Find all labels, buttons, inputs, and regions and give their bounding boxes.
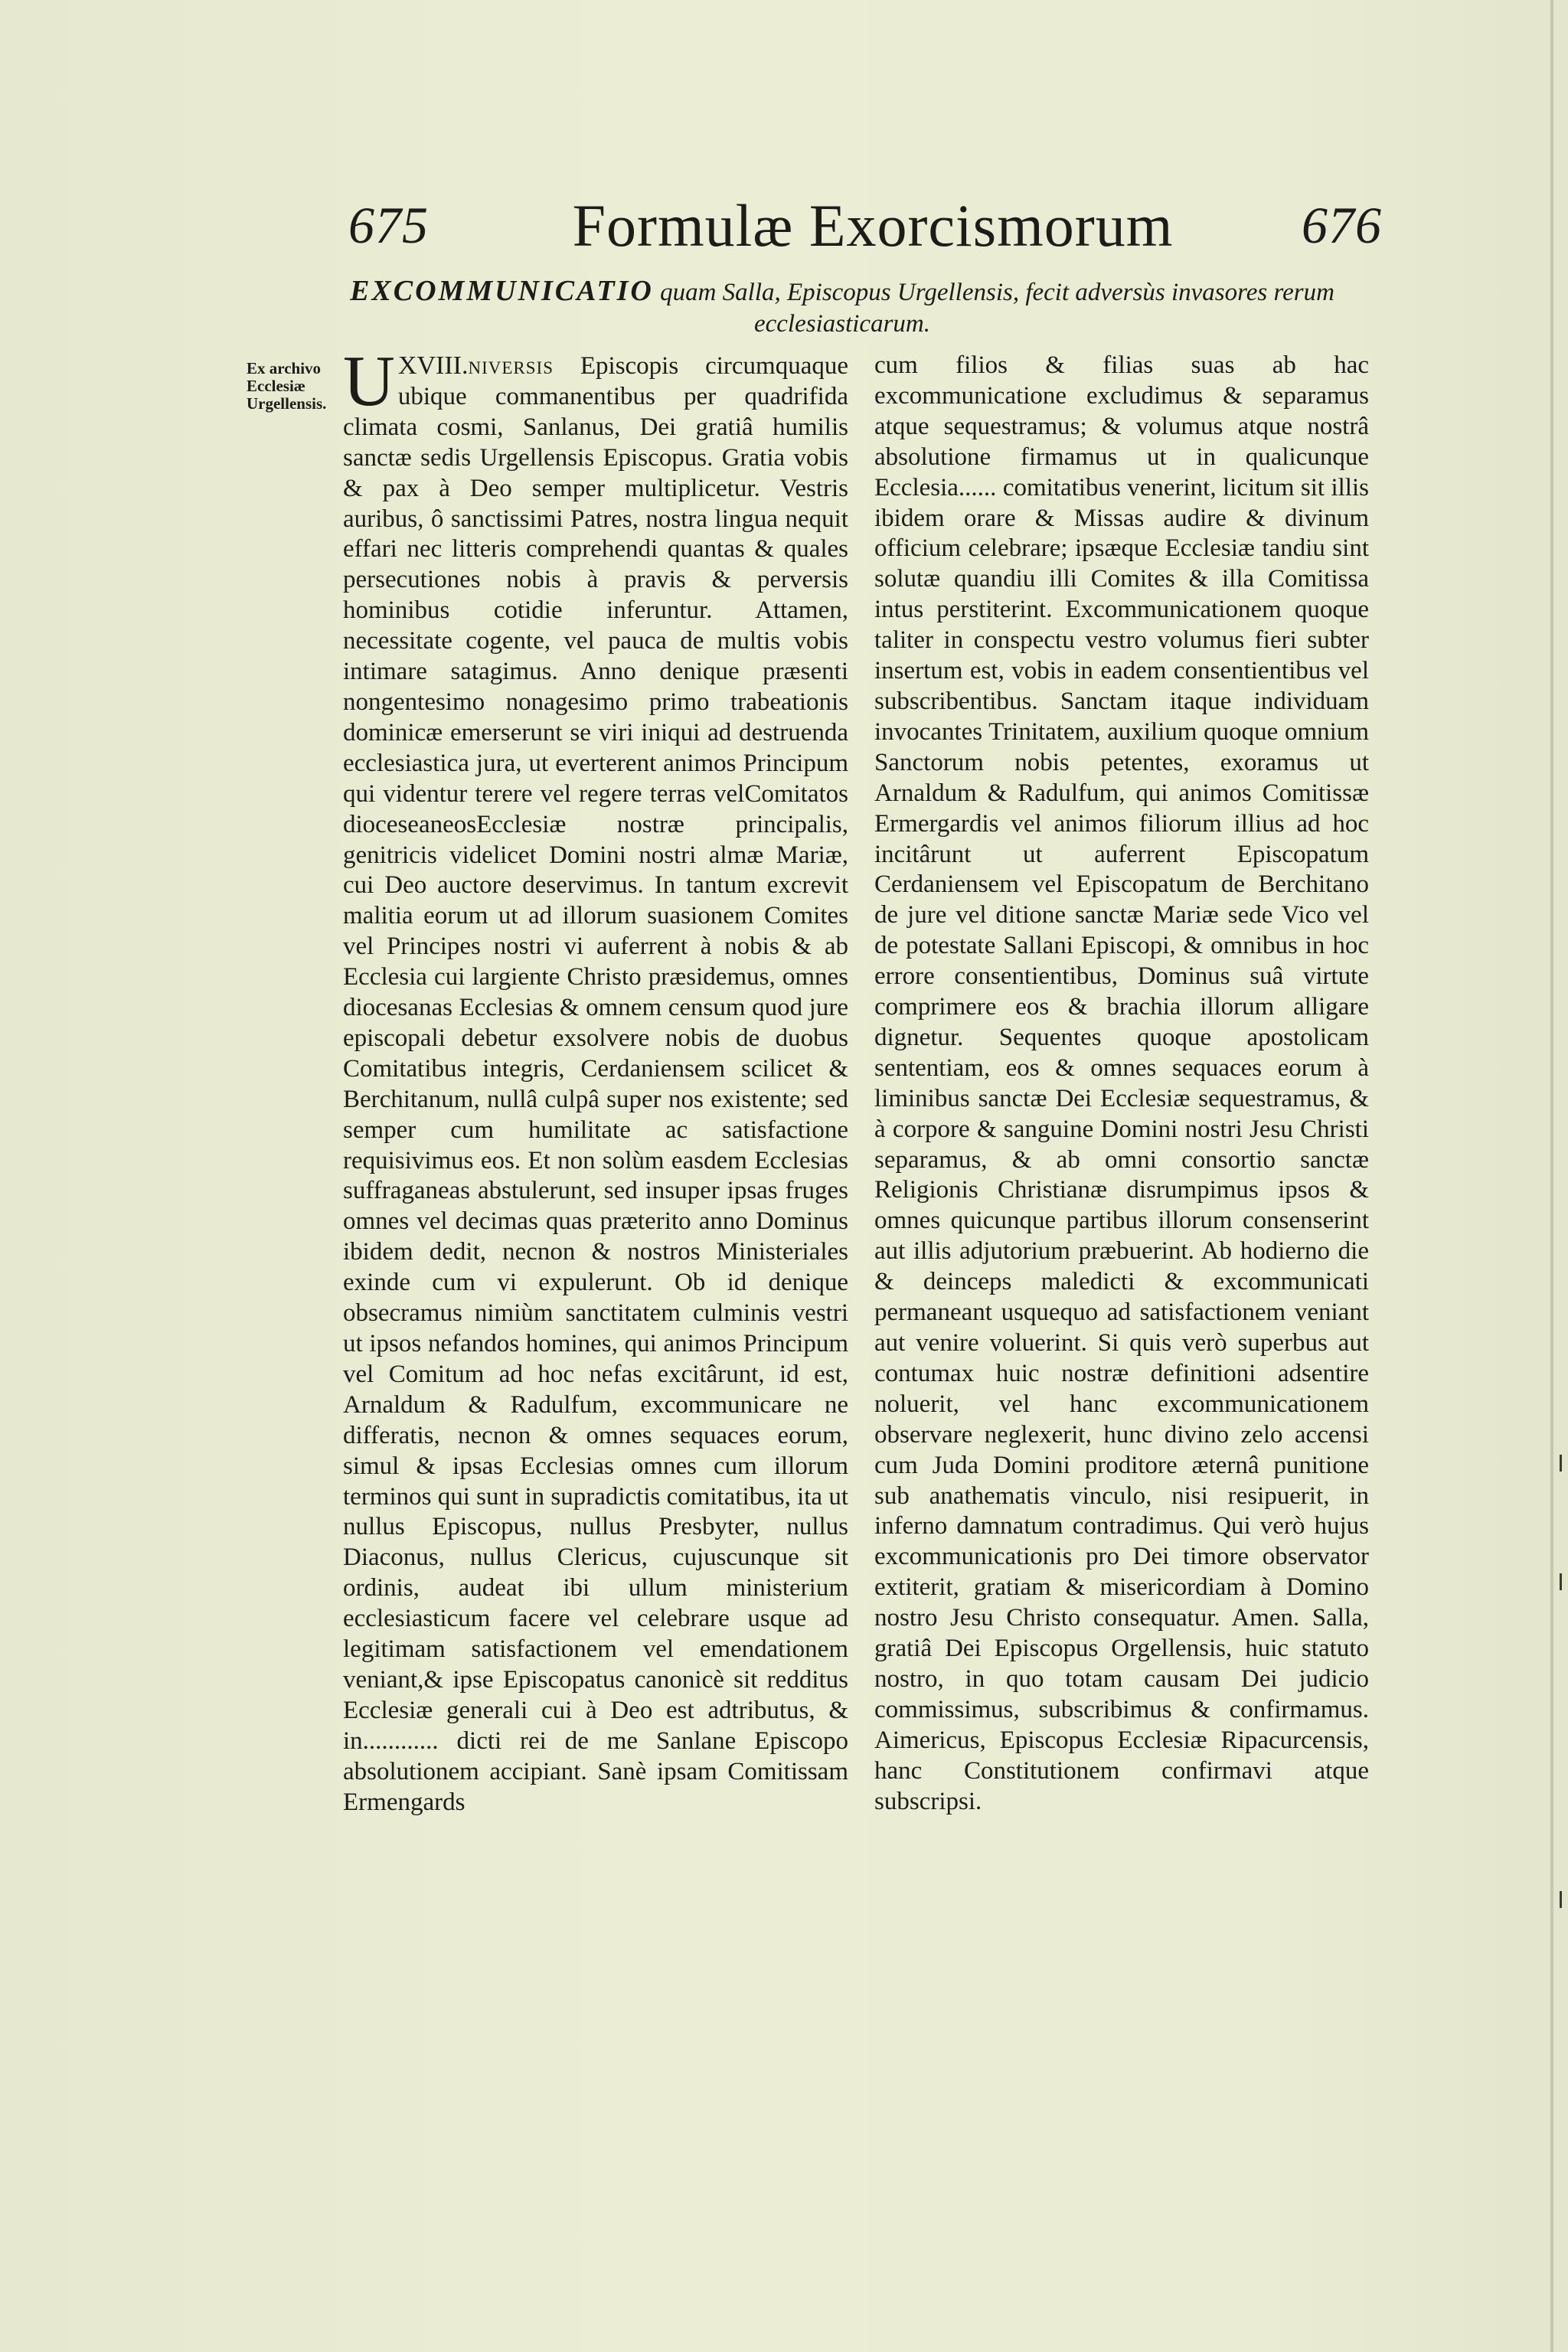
page-edge-shadow — [1550, 0, 1554, 2352]
margin-note: Ex archivo Ecclesiæ Urgellensis. — [247, 359, 327, 413]
left-paragraph — [343, 341, 848, 1818]
heading-rest: quam Salla, Episcopus Urgellensis, fecit adversùs invasores rerum ecclesiasticarum. — [653, 279, 1334, 338]
text-column-left — [343, 341, 848, 1818]
edge-mark — [1560, 1455, 1562, 1472]
edge-mark — [1560, 1573, 1562, 1590]
section-heading — [322, 276, 1363, 340]
running-head: Formulæ Exorcismorum — [572, 192, 1174, 259]
drop-cap: U — [343, 341, 395, 421]
text-column-right — [874, 351, 1369, 1818]
left-body-text: Episcopis circumquaque ubique commanentibus per quadrifida climata cosmi, Sanlanus, Dei gratiâ humilis sanctæ sedis Urgellensis Episcopus. Gratia vobis & pax à Deo semper multiplicetur. Vestris auribus, ô sanctissimi Patres, nostra lingua nequit effari nec litteris comprehendi quantas & quales persecutiones nobis à pravis & perversis hominibus cotidie inferuntur. Attamen, necessitate cogente, vel pauca de multis vobis intimare satagimus. Anno denique præsenti nongentesimo nonagesimo primo trabeationis dominicæ emerserunt se viri iniqui ad destruenda ecclesiastica jura, ut everterent animos Principum qui videntur terere vel regere terras velComitatos dioceseaneosEcclesiæ nostræ principalis, genitricis videlicet Domini nostri almæ Mariæ, cui Deo auctore deservimus. In tantum excrevit malitia eorum ut ad illorum suasionem Comites vel Principes nostri vi auferrent à nobis & ab Ecclesia cui largiente Christo præsidemus, omnes diocesanas Ecclesias & omnem censum quod jure episcopali debetur exsolvere nobis de duobus Comitatibus integris, Cerdaniensem scilicet & Berchitanum, nullâ culpâ super nos existente; sed semper cum humilitate ac satisfactione requisivimus eos. Et non solùm easdem Ecclesias suffraganeas abstulerunt, sed insuper ipsas fruges omnes vel decimas quas præterito anno Dominus ibidem dedit, necnon & nostros Ministeriales exinde cum vi expulerunt. Ob id denique obsecramus nimiùm sanctitatem culminis vestri ut ipsos nefandos homines, qui animos Principum vel Comitum ad hoc nefas excitârunt, id est, Arnaldum & Radulfum, excommunicare ne differatis, necnon & omnes sequaces eorum, simul & ipsas Ecclesias omnes cum illorum terminos qui sunt in supradictis comitatibus, ita ut nullus Episcopus, nullus Presbyter, nullus Diaconus, nullus Clericus, cujuscunque sit ordinis, audeat ibi ullum ministerium ecclesiasticum facere vel celebrare usque ad legitimam satisfactionem vel emendationem veniant,& ipse Episcopatus canonicè sit redditus Ecclesiæ generali cui à Deo est adtributus, & in............ dicti rei de me Sanlane Episcopo absolutionem accipiant. Sanè ipsam Comitissam Ermengards — [343, 352, 848, 1816]
right-paragraph: cum filios & filias suas ab hac excommunicatione excludimus & separamus atque sequestramus; & volumus atque nostrâ absolutione firmamus ut in qualicunque Ecclesia...... comitatibus venerint, licitum sit illis ibidem orare & Missas audire & divinum officium celebrare; ipsæque Ecclesiæ tandiu sint solutæ quandiu illi Comites & illa Comitissa intus perstiterint. Excommunicationem quoque taliter in conspectu vestro volumus fieri subter insertum est, vobis in eadem consentientibus vel subscribentibus. Sanctam itaque individuam invocantes Trinitatem, auxilium quoque omnium Sanctorum nobis petentes, exoramus ut Arnaldum & Radulfum, qui animos Comitissæ Ermergardis vel animos filiorum illius ad hoc incitârunt ut auferrent Episcopatum Cerdaniensem vel Episcopatum de Berchitano de jure vel ditione sanctæ Mariæ sede Vico vel de potestate Sallani Episcopi, & omnibus in hoc errore consentientibus, Dominus suâ virtute comprimere eos & brachia illorum alligare dignetur. Sequentes quoque apostolicam sententiam, eos & omnes sequaces eorum à liminibus sanctæ Dei Ecclesiæ sequestramus, & à corpore & sanguine Domini nostri Jesu Christi separamus, & ab omni consortio sanctæ Religionis Christianæ disrumpimus ipsos & omnes quicunque partibus illorum consenserint aut illis adjutorium præbuerint. Ab hodierno die & deinceps maledicti & excommunicati permaneant usquequo ad satisfactionem veniant aut venire voluerint. Si quis verò superbus aut contumax huic nostræ definitioni adsentire noluerit, vel hanc excommunicationem observare neglexerit, hunc divino zelo accensi cum Juda Domini proditore æternâ punitione sub anathematis vinculo, nisi resipuerit, in inferno damnatum contradimus. Qui verò hujus excommunicationis pro Dei timore observator extiterit, gratiam & misericordiam à Domino nostro Jesu Christo consequatur. Amen. Salla, gratiâ Dei Episcopus Orgellensis, huic statuto nostro, in quo totam causam Dei judicio commissimus, subscribimus & confirmamus. Aimericus, Episcopus Ecclesiæ Ripacurcensis, hanc Constitutionem confirmavi atque subscripsi. — [874, 351, 1369, 1815]
edge-mark — [1560, 1891, 1562, 1908]
heading-lead: EXCOMMUNICATIO — [350, 275, 654, 307]
section-number: XVIII. — [397, 351, 469, 380]
page-number-left: 675 — [348, 196, 429, 254]
first-word: niversis — [468, 352, 554, 380]
page-number-right: 676 — [1302, 196, 1382, 254]
